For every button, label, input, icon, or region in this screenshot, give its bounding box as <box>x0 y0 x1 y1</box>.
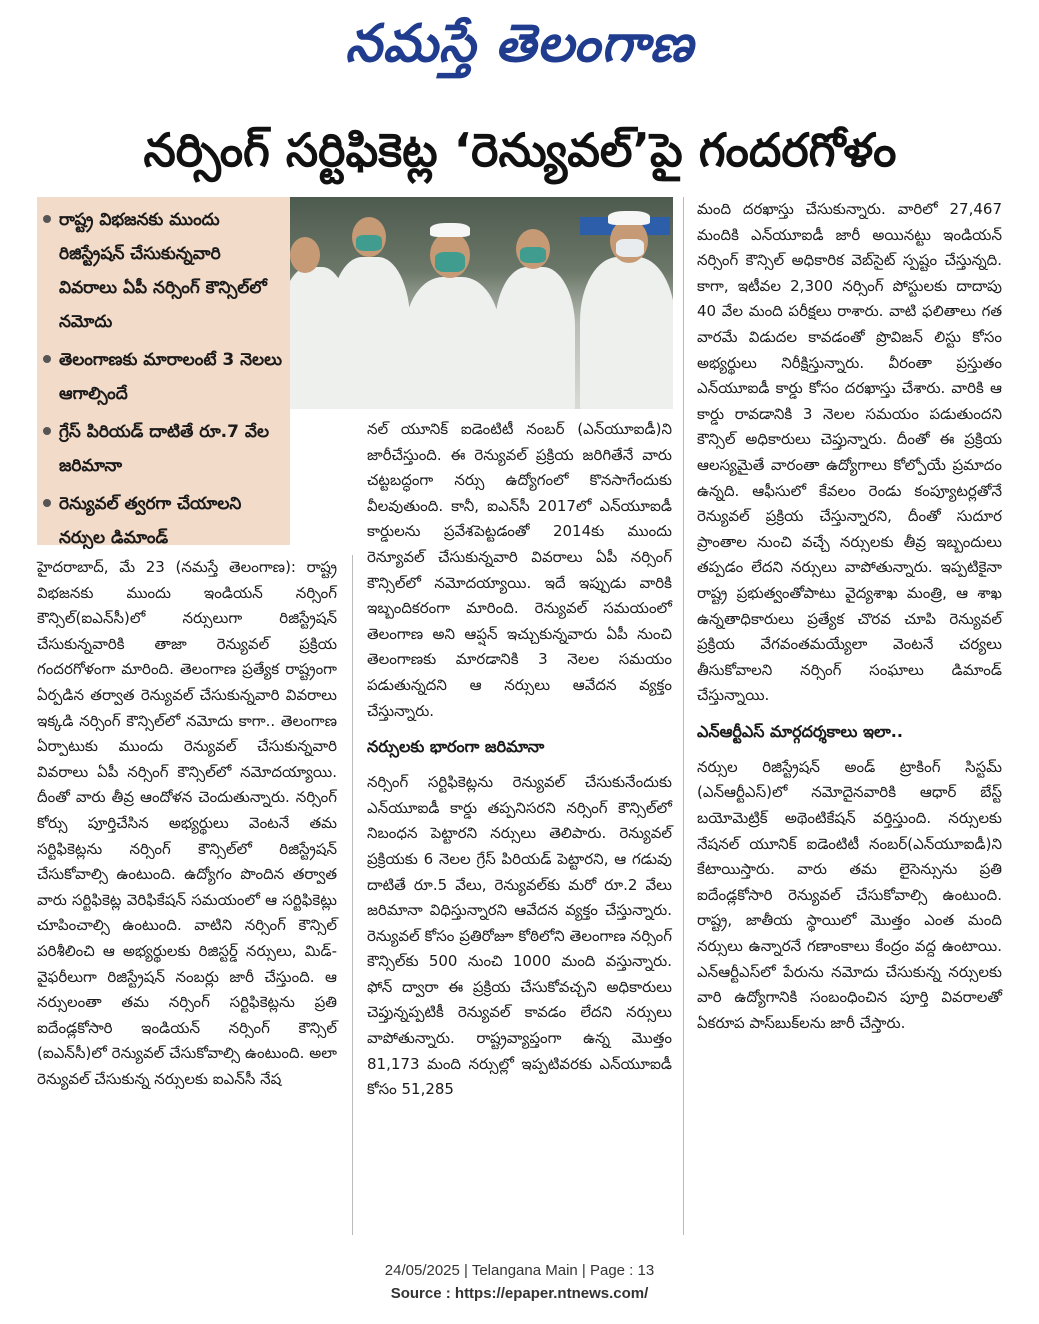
headline: నర్సింగ్ సర్టిఫికెట్ల ‘రెన్యువల్’పై గందరగోళం <box>143 123 897 177</box>
photo-figure <box>330 257 410 409</box>
photo-figure <box>405 277 500 409</box>
photo-figure <box>580 257 673 409</box>
highlight-item: రాష్ట్ర విభజనకు ముందు రిజిస్ట్రేషన్ చేసుకున్నవారి వివరాలు ఏపీ నర్సింగ్ కౌన్సిల్‌లో నమోదు <box>59 203 284 339</box>
article-paragraph: నర్సుల రిజిస్ట్రేషన్ అండ్ ట్రాకింగ్ సిస్టమ్ (ఎన్‌ఆర్టీఎస్)లో నమోదైనవారికి ఆధార్ బేస్ట్ బయోమెట్రిక్ అథెంటికేషన్ వర్తిస్తుంది. నర్సులకు నేషనల్ యూనిక్ ఐడెంటిటీ నంబర్(ఎన్‌యూఐడీ)ని కేటాయిస్తారు. వారు తమ లైసెన్సును ప్రతి ఐదేండ్లకోసారి రెన్యువల్ చేసుకోవాల్సి ఉంటుంది. రాష్ట్ర, జాతీయ స్థాయిలో మొత్తం ఎంత మంది నర్సులు ఉన్నారనే గణాంకాలు కేంద్రం వద్ద ఉంటాయి. ఎన్‌ఆర్టీఎస్‌లో పేరును నమోదు చేసుకున్న నర్సులకు వారి ఉద్యోగానికి సంబంధించిన పూర్తి వివరాలతో ఏకరూప పాస్‌బుక్‌లను జారీ చేస్తారు. <box>697 757 1002 1032</box>
bullet-icon <box>43 499 51 507</box>
photo-figure-head <box>290 237 320 273</box>
masthead <box>0 8 1039 80</box>
footer-source: Source : https://epaper.ntnews.com/ <box>390 1285 649 1302</box>
photo-mask <box>616 239 644 257</box>
article-paragraph: నల్ యూనిక్ ఐడెంటిటీ నంబర్ (ఎన్‌యూఐడీ)ని జారీచేస్తుంది. ఈ రెన్యువల్ ప్రక్రియ జరిగితేనే వారు చట్టబద్ధంగా నర్సు ఉద్యోగంలో కొనసాగేందుకు వీలవుతుంది. కానీ, ఐఎన్‌సీ 2017లో ఎన్‌యూఐడీ కార్డులను ప్రవేశపెట్టడంతో 2014కు ముందు రెన్యూవల్ చేసుకున్నవారి వివరాలు ఏపీ నర్సింగ్ కౌన్సిల్‌లో నమోదయ్యాయి. ఇదే ఇప్పుడు వారికి ఇబ్బందికరంగా మారింది. రెన్యువల్ సమయంలో తెలంగాణ అని ఆప్షన్ ఇచ్చుకున్నవారు ఏపీ నుంచి తెలంగాణకు మారడానికి 3 నెలల సమయం పడుతున్నదని ఆ నర్సులు ఆవేదన వ్యక్తం చేస్తున్నారు. <box>367 420 672 720</box>
photo-cap <box>608 211 650 225</box>
column-divider <box>683 197 684 1235</box>
article-column-3 <box>697 197 1002 1036</box>
photo-mask <box>520 247 546 263</box>
column-divider <box>352 555 353 1235</box>
bullet-icon <box>43 427 51 435</box>
photo-figure <box>495 267 575 409</box>
article-paragraph: హైదరాబాద్, మే 23 (నమస్తే తెలంగాణ): రాష్ట్ర విభజనకు ముందు ఇండియన్ నర్సింగ్ కౌన్సిల్(ఐఎన్‌సీ)లో నర్సులుగా రిజిస్ట్రేషన్ చేసుకున్నవారికి తాజా రెన్యువల్ ప్రక్రియ గందరగోళంగా మారింది. తెలంగాణ ప్రత్యేక రాష్ట్రంగా ఏర్పడిన తర్వాత రెన్యువల్ చేసుకున్నవారి వివరాలు ఇక్కడి నర్సింగ్ కౌన్సిల్‌లో నమోదు కాగా.. తెలంగాణ ఏర్పాటుకు ముందు రెన్యువల్ చేసుకున్నవారి వివరాలు ఏపీ నర్సింగ్ కౌన్సిల్‌లో నమోదయ్యాయి. దీంతో వారు తీవ్ర ఆందోళన చెందుతున్నారు. నర్సింగ్ కోర్సు పూర్తిచేసిన అభ్యర్థులు వెంటనే తమ సర్టిఫికెట్లను నర్సింగ్ కౌన్సిల్‌లో రిజిస్ట్రేషన్ చేసుకోవాల్సి ఉంటుంది. ఉద్యోగం పొందిన తర్వాత వారు సర్టిఫికెట్ల వెరిఫికేషన్ సమయంలో ఆ సర్టిఫికెట్లు చూపించాల్సి ఉంటుంది. వాటిని నర్సింగ్ కౌన్సిల్ పరిశీలించి ఆ అభ్యర్థులకు రిజిస్టర్డ్ నర్సులు, మిడ్-వైఫరీలుగా రిజిస్ట్రేషన్ నంబర్లు జారీ చేస్తుంది. ఆ నర్సులంతా తమ నర్సింగ్ సర్టిఫికెట్లను ప్రతి ఐదేండ్లకోసారి ఇండియన్ నర్సింగ్ కౌన్సిల్ (ఐఎన్‌సీ)లో రెన్యువల్ చేసుకోవాల్సి ఉంటుంది. అలా రెన్యువల్ చేసుకున్న నర్సులకు ఐఎన్‌సీ నేష <box>37 558 337 1088</box>
photo-mask <box>435 252 465 272</box>
photo-mask <box>356 235 382 251</box>
photo-cap <box>430 223 470 237</box>
highlight-item: గ్రేస్ పిరియడ్ దాటితే రూ.7 వేల జరిమానా <box>59 415 284 483</box>
article-column-1 <box>37 555 337 1092</box>
article-column-2 <box>367 417 672 1103</box>
article-paragraph: నర్సింగ్ సర్టిఫికెట్లను రెన్యువల్ చేసుకునేందుకు ఎన్‌యూఐడీ కార్డు తప్పనిసరని నర్సింగ్ కౌన్సిల్‌లో నిబంధన పెట్టారని నర్సులు తెలిపారు. రెన్యువల్ ప్రక్రియకు 6 నెలల గ్రేస్ పిరియడ్ పెట్టారని, ఆ గడువు దాటితే రూ.5 వేలు, రెన్యువల్‌కు మరో రూ.2 వేలు జరిమానా విధిస్తున్నారని ఆవేదన వ్యక్తం చేస్తున్నారు. రెన్యువల్ కోసం ప్రతిరోజూ కోఠిలోని తెలంగాణ నర్సింగ్ కౌన్సిల్‌కు 500 నుంచి 1000 మంది వస్తున్నారు. ఫోన్ ద్వారా ఈ ప్రక్రియ చేసుకోవచ్చని అధికారులు చెప్తున్నప్పటికీ రెన్యువల్ కావడం లేదని నర్సులు వాపోతున్నారు. రాష్ట్రవ్యాప్తంగా ఉన్న మొత్తం 81,173 మంది నర్సుల్లో ఇప్పటివరకు ఎన్‌యూఐడీ కోసం 51,285 <box>367 773 672 1099</box>
nurses-photo <box>290 197 673 409</box>
subheading: ఎన్‌ఆర్టీఎస్ మార్గదర్శకాలు ఇలా.. <box>697 721 903 741</box>
bullet-icon <box>43 355 51 363</box>
bullet-icon <box>43 215 51 223</box>
highlights-box <box>37 197 290 548</box>
highlight-item: తెలంగాణకు మారాలంటే 3 నెలలు ఆగాల్సిందే <box>59 343 284 411</box>
footer-dateline: 24/05/2025 | Telangana Main | Page : 13 <box>384 1262 655 1279</box>
article-paragraph: మంది దరఖాస్తు చేసుకున్నారు. వారిలో 27,467 మందికి ఎన్‌యూఐడీ జారీ అయినట్టు ఇండియన్ నర్సింగ్ కౌన్సిల్ అధికారిక వెబ్‌సైట్ స్పష్టం చేస్తున్నది. కాగా, ఇటీవల 2,300 నర్సింగ్ పోస్టులకు దాదాపు 40 వేల మంది పరీక్షలు రాశారు. వాటి ఫలితాలు గత వారమే విడుదల కావడంతో ప్రొవిజన్ లిస్టు కోసం అభ్యర్థులు నిరీక్షిస్తున్నారు. వీరంతా ప్రస్తుతం ఎన్‌యూఐడీ కార్డు కోసం దరఖాస్తు చేశారు. వారికి ఆ కార్డు రావడానికి 3 నెలల సమయం పడుతుందని కౌన్సిల్ అధికారులు చెప్తున్నారు. దీంతో ఈ ప్రక్రియ ఆలస్యమైతే వారంతా ఉద్యోగాలు కోల్పోయే ప్రమాదం ఉన్నది. ఆఫీసులో కేవలం రెండు కంప్యూటర్లతోనే రెన్యువల్ ప్రక్రియ చేస్తున్నారని, దీంతో సుదూర ప్రాంతాల నుంచి వచ్చే నర్సులకు తీవ్ర ఇబ్బందులు తప్పడం లేదని నర్సులు వాపోతున్నారు. ఇప్పటికైనా రాష్ట్ర ప్రభుత్వంతోపాటు వైద్యశాఖ మంత్రి, ఆ శాఖ ఉన్నతాధికారులు ప్రత్యేక చొరవ చూపి రెన్యువల్ ప్రక్రియ వేగవంతమయ్యేలా వెంటనే చర్యలు తీసుకోవాలని నర్సింగ్ సంఘాలు డిమాండ్ చేస్తున్నాయి. <box>697 200 1002 705</box>
highlight-item: రెన్యువల్ త్వరగా చేయాలని నర్సుల డిమాండ్ <box>59 487 284 555</box>
subheading: నర్సులకు భారంగా జరిమానా <box>367 737 545 757</box>
masthead-title: నమస్తే తెలంగాణ <box>345 14 694 74</box>
